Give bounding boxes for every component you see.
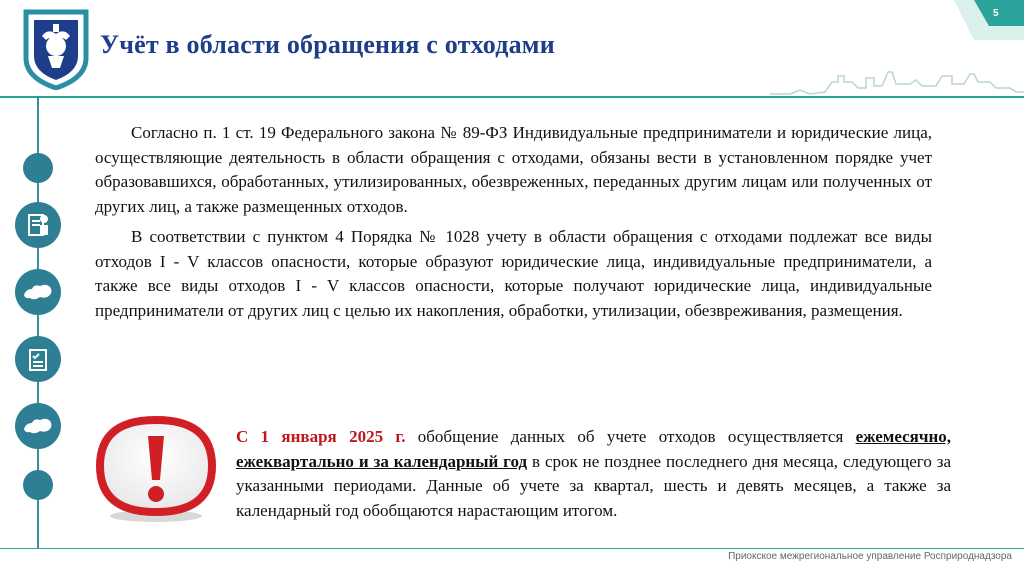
sidebar-icon-checklist [15,336,61,382]
notice-2025 [236,425,951,523]
sidebar-icon-map-2 [15,403,61,449]
russia-map-icon [22,415,54,437]
notice-text-2: в срок не позднее последнего дня месяца, следующего за указанными периодами. Данные об учете за квартал, шесть и девять месяцев, а также за календарный год обобщаются нарастающим итогом. [236,451,951,520]
page-number: 5 [993,8,999,19]
sidebar-icon-report [15,202,61,248]
exclamation-icon [96,416,216,526]
timeline-dot [23,153,53,183]
sidebar-icon-map [15,269,61,315]
notice-emphasis: ежемесячно, ежеквартально и за календарный год [236,427,951,471]
corner-decoration [934,0,1024,40]
russia-map-icon [22,281,54,303]
clipboard-icon [24,211,52,239]
notice-date: С 1 января 2025 г. [236,427,406,446]
emblem-icon [22,6,90,90]
footer-organization: Приокское межрегиональное управление Росприроднадзора [728,551,1012,562]
paragraph-law-89: Согласно п. 1 ст. 19 Федерального закона № 89-ФЗ Индивидуальные предприниматели и юридические лица, осуществляющие деятельность в области обращения с отходами, обязаны вести в установленном порядке учет образовавшихся, обработанных, утилизированных, обезвреженных, переданных другим лицам или полученных от других лиц, а также размещенных отходов. [95,123,932,216]
main-text [95,121,932,329]
checklist-icon [24,345,52,373]
page-title: Учёт в области обращения с отходами [100,30,555,59]
timeline-dot [23,470,53,500]
footer-divider [0,548,1024,549]
paragraph-order-1028: В соответствии с пунктом 4 Порядка № 1028 учету в области обращения с отходами подлежат все виды отходов I - V классов опасности, которые образуют юридические лица, индивидуальные предприниматели, а также все виды отходов I - V классов опасности, которые получают юридические лица, индивидуальные предприниматели от других лиц с целью их накопления, обработки, утилизации, обезвреживания, размещения. [95,227,932,320]
city-skyline-decoration [770,62,1024,98]
notice-text-1: обобщение данных об учете отходов осуществляется [405,427,856,446]
header-divider [0,96,1024,98]
